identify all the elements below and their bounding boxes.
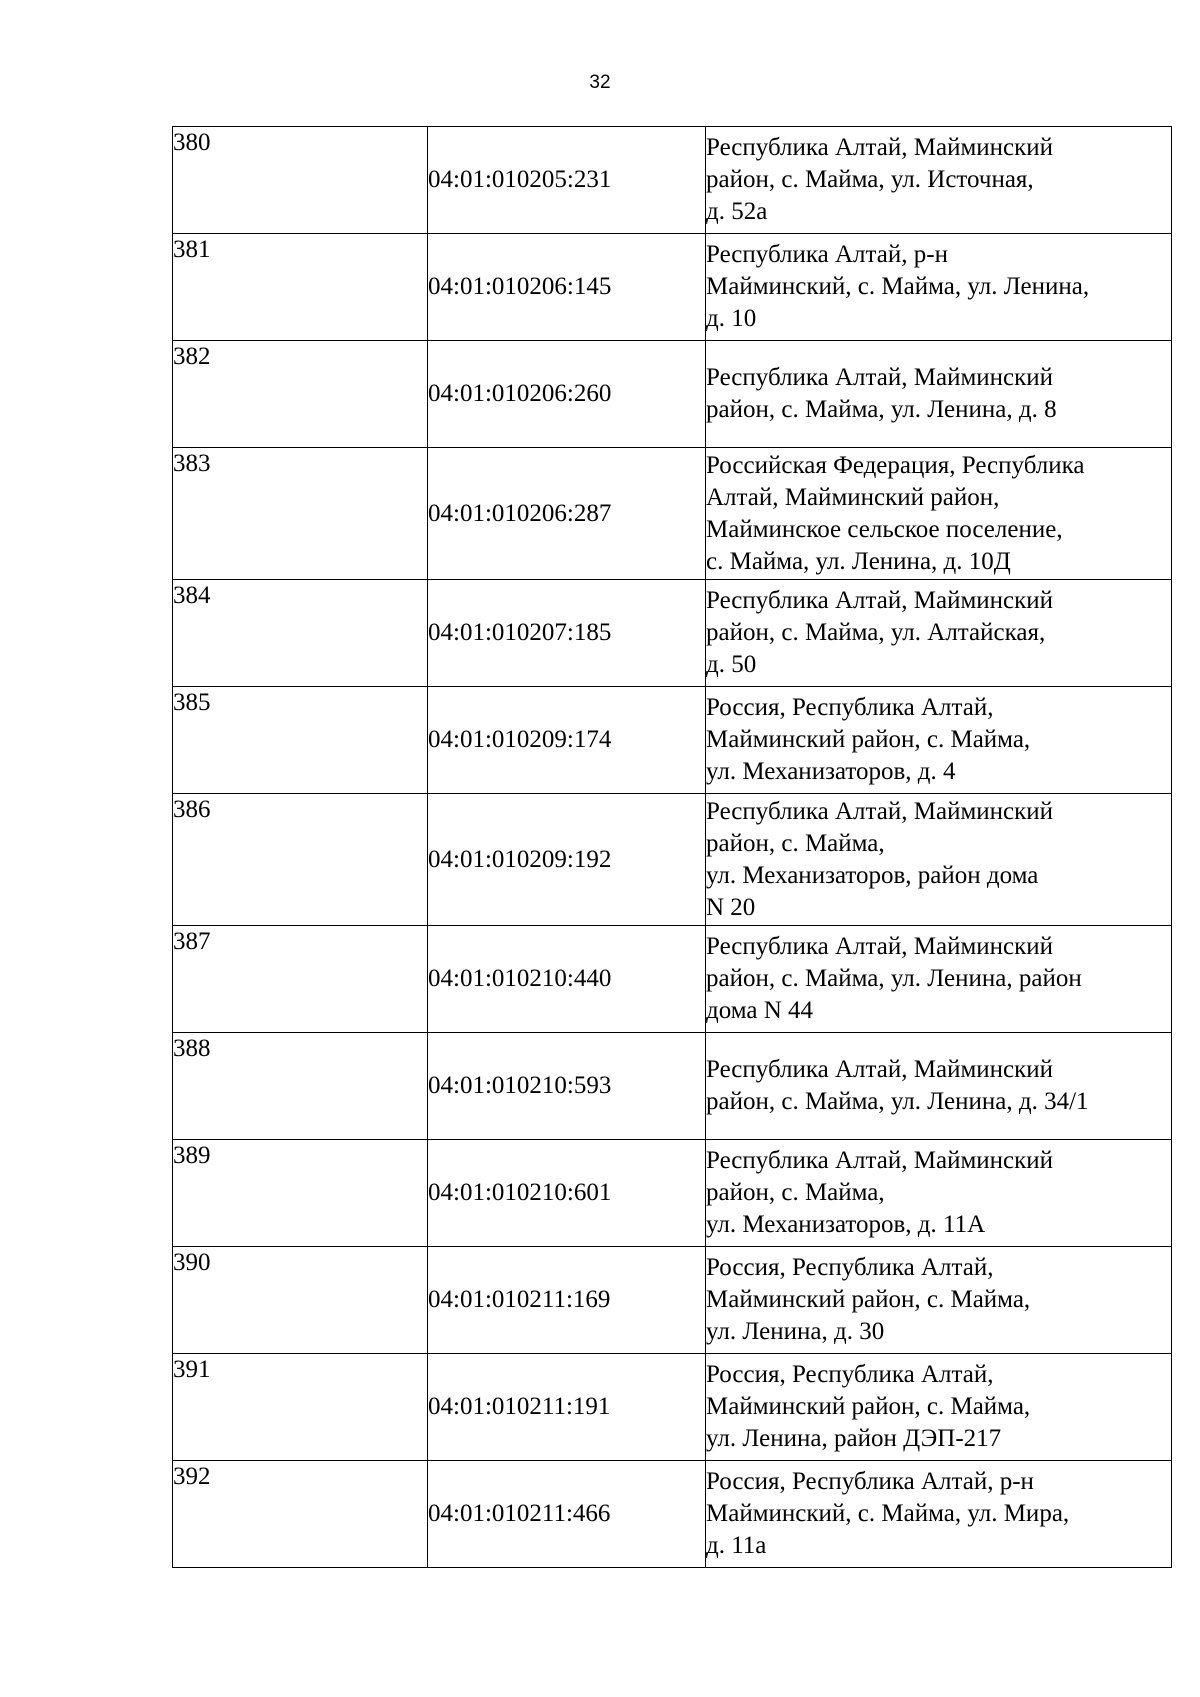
address-text: Республика Алтай, р-н Майминский, с. Майма, ул. Ленина, д. 10 [706, 241, 1090, 332]
address-text: Республика Алтай, Майминский район, с. Майма, ул. Источная, д. 52а [706, 134, 1054, 225]
address-text: Республика Алтай, Майминский район, с. Майма, ул. Алтайская, д. 50 [706, 587, 1054, 678]
cadastral-number: 04:01:010206:145 [428, 234, 706, 341]
cadastral-number: 04:01:010206:287 [428, 448, 706, 580]
cadastral-number: 04:01:010205:231 [428, 127, 706, 234]
cadastral-number: 04:01:010209:174 [428, 687, 706, 794]
address-text: Россия, Республика Алтай, р-н Майминский, с. Майма, ул. Мира, д. 11а [706, 1468, 1070, 1559]
cadastral-number: 04:01:010206:260 [428, 341, 706, 448]
address-cell [706, 234, 1172, 341]
cadastral-number: 04:01:010210:440 [428, 926, 706, 1033]
table-row [173, 1140, 1172, 1247]
address-text: Россия, Республика Алтай, Майминский район, с. Майма, ул. Ленина, район ДЭП-217 [706, 1361, 1031, 1452]
table-row [173, 794, 1172, 926]
records-table [172, 126, 1172, 1568]
row-number: 386 [173, 794, 428, 926]
table-row [173, 1354, 1172, 1461]
table-row [173, 448, 1172, 580]
row-number: 382 [173, 341, 428, 448]
cadastral-number: 04:01:010210:601 [428, 1140, 706, 1247]
address-text: Республика Алтай, Майминский район, с. Майма, ул. Ленина, район дома N 44 [706, 933, 1082, 1024]
cadastral-number: 04:01:010209:192 [428, 794, 706, 926]
table-row [173, 341, 1172, 448]
row-number: 388 [173, 1033, 428, 1140]
row-number: 387 [173, 926, 428, 1033]
row-number: 380 [173, 127, 428, 234]
cadastral-number: 04:01:010211:466 [428, 1461, 706, 1568]
address-cell [706, 1247, 1172, 1354]
records-table-body [173, 127, 1172, 1568]
address-cell [706, 1140, 1172, 1247]
table-row [173, 580, 1172, 687]
row-number: 383 [173, 448, 428, 580]
table-row [173, 687, 1172, 794]
cadastral-number: 04:01:010210:593 [428, 1033, 706, 1140]
row-number: 390 [173, 1247, 428, 1354]
address-text: Россия, Республика Алтай, Майминский район, с. Майма, ул. Механизаторов, д. 4 [706, 694, 1031, 785]
address-cell [706, 580, 1172, 687]
address-cell [706, 794, 1172, 926]
table-row [173, 234, 1172, 341]
table-row [173, 127, 1172, 234]
address-cell [706, 448, 1172, 580]
address-text: Россия, Республика Алтай, Майминский район, с. Майма, ул. Ленина, д. 30 [706, 1254, 1031, 1345]
table-row [173, 1461, 1172, 1568]
address-cell [706, 1033, 1172, 1140]
table-row [173, 1033, 1172, 1140]
cadastral-number: 04:01:010211:169 [428, 1247, 706, 1354]
address-cell [706, 341, 1172, 448]
address-text: Республика Алтай, Майминский район, с. Майма, ул. Механизаторов, д. 11А [706, 1147, 1054, 1238]
row-number: 381 [173, 234, 428, 341]
address-text: Российская Федерация, Республика Алтай, Майминский район, Майминское сельское поселение, с. Майма, ул. Ленина, д. 10Д [706, 451, 1085, 575]
table-row [173, 926, 1172, 1033]
address-text: Республика Алтай, Майминский район, с. Майма, ул. Ленина, д. 34/1 [706, 1056, 1089, 1115]
row-number: 392 [173, 1461, 428, 1568]
page-number: 32 [589, 72, 611, 93]
address-cell [706, 1461, 1172, 1568]
row-number: 389 [173, 1140, 428, 1247]
address-text: Республика Алтай, Майминский район, с. Майма, ул. Механизаторов, район дома N 20 [706, 797, 1054, 921]
address-text: Республика Алтай, Майминский район, с. Майма, ул. Ленина, д. 8 [706, 364, 1057, 423]
row-number: 384 [173, 580, 428, 687]
row-number: 385 [173, 687, 428, 794]
table-row [173, 1247, 1172, 1354]
cadastral-number: 04:01:010211:191 [428, 1354, 706, 1461]
address-cell [706, 127, 1172, 234]
row-number: 391 [173, 1354, 428, 1461]
address-cell [706, 687, 1172, 794]
address-cell [706, 926, 1172, 1033]
cadastral-number: 04:01:010207:185 [428, 580, 706, 687]
address-cell [706, 1354, 1172, 1461]
